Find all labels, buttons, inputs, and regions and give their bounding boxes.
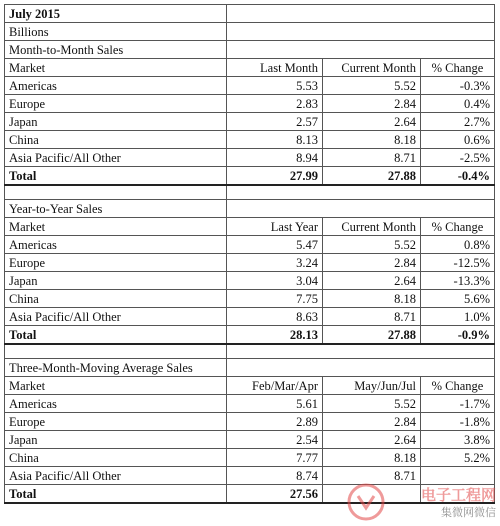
value-cell: 2.84 <box>323 95 421 113</box>
section-title: Month-to-Month Sales <box>5 41 227 59</box>
total-value: 28.13 <box>227 326 323 345</box>
value-cell: 8.71 <box>323 308 421 326</box>
value-cell: 8.94 <box>227 149 323 167</box>
market-cell: Japan <box>5 113 227 131</box>
section-title: Three-Month-Moving Average Sales <box>5 359 227 377</box>
table-row <box>5 395 495 413</box>
market-cell: Asia Pacific/All Other <box>5 467 227 485</box>
value-cell: -0.3% <box>421 77 495 95</box>
table-row <box>5 236 495 254</box>
table-row <box>5 272 495 290</box>
market-cell: Japan <box>5 431 227 449</box>
total-label: Total <box>5 326 227 345</box>
spacer-row <box>5 344 495 359</box>
value-cell: 5.61 <box>227 395 323 413</box>
column-header: Last Month <box>227 59 323 77</box>
market-cell: Americas <box>5 395 227 413</box>
value-cell: 2.64 <box>323 431 421 449</box>
total-row <box>5 326 495 345</box>
unit-label: Billions <box>5 23 227 41</box>
value-cell: 8.63 <box>227 308 323 326</box>
value-cell: 8.74 <box>227 467 323 485</box>
section-title: Year-to-Year Sales <box>5 200 227 218</box>
value-cell: 2.84 <box>323 413 421 431</box>
value-cell: 8.71 <box>323 467 421 485</box>
table-row <box>5 95 495 113</box>
column-header: May/Jun/Jul <box>323 377 421 395</box>
table-row <box>5 149 495 167</box>
market-cell: Japan <box>5 272 227 290</box>
total-value: -0.4% <box>421 167 495 186</box>
value-cell: 2.54 <box>227 431 323 449</box>
value-cell: 5.52 <box>323 236 421 254</box>
column-header: % Change <box>421 59 495 77</box>
column-header-row <box>5 59 495 77</box>
column-header: Current Month <box>323 218 421 236</box>
total-value: 27.99 <box>227 167 323 186</box>
market-cell: Europe <box>5 95 227 113</box>
watermark-text-2: 集微网微信 <box>441 507 496 519</box>
table-row <box>5 113 495 131</box>
title-row <box>5 5 495 23</box>
column-header: Market <box>5 59 227 77</box>
value-cell: 5.52 <box>323 77 421 95</box>
value-cell: 7.77 <box>227 449 323 467</box>
value-cell: 3.8% <box>421 431 495 449</box>
value-cell: 5.6% <box>421 290 495 308</box>
value-cell: 0.8% <box>421 236 495 254</box>
total-value: 27.56 <box>227 485 323 504</box>
total-label: Total <box>5 167 227 186</box>
value-cell: 7.75 <box>227 290 323 308</box>
value-cell: 8.18 <box>323 131 421 149</box>
market-cell: Europe <box>5 413 227 431</box>
table-row <box>5 413 495 431</box>
value-cell: 5.2% <box>421 449 495 467</box>
value-cell: -1.7% <box>421 395 495 413</box>
value-cell: 8.18 <box>323 290 421 308</box>
value-cell: 2.64 <box>323 113 421 131</box>
value-cell: 2.83 <box>227 95 323 113</box>
watermark-logo-icon <box>346 482 386 522</box>
value-cell: 2.57 <box>227 113 323 131</box>
value-cell: -2.5% <box>421 149 495 167</box>
section-title-row <box>5 41 495 59</box>
table-row <box>5 449 495 467</box>
sales-table <box>4 4 495 504</box>
column-header: Current Month <box>323 59 421 77</box>
market-cell: Americas <box>5 77 227 95</box>
column-header: Feb/Mar/Apr <box>227 377 323 395</box>
table-row <box>5 308 495 326</box>
column-header: % Change <box>421 218 495 236</box>
column-header-row <box>5 377 495 395</box>
spacer-row <box>5 185 495 200</box>
value-cell: 0.6% <box>421 131 495 149</box>
section-title-row <box>5 359 495 377</box>
value-cell: -13.3% <box>421 272 495 290</box>
value-cell: -1.8% <box>421 413 495 431</box>
total-value: -0.9% <box>421 326 495 345</box>
section-title-row <box>5 200 495 218</box>
value-cell: 8.71 <box>323 149 421 167</box>
value-cell: 3.04 <box>227 272 323 290</box>
column-header: Last Year <box>227 218 323 236</box>
market-cell: China <box>5 131 227 149</box>
value-cell: 2.7% <box>421 113 495 131</box>
value-cell: 5.47 <box>227 236 323 254</box>
market-cell: Europe <box>5 254 227 272</box>
market-cell: Americas <box>5 236 227 254</box>
total-row <box>5 167 495 186</box>
watermark-text-1: 电子工程网 <box>420 488 496 504</box>
value-cell: -12.5% <box>421 254 495 272</box>
total-value: 27.88 <box>323 167 421 186</box>
column-header: Market <box>5 218 227 236</box>
watermark <box>346 482 496 522</box>
value-cell: 3.24 <box>227 254 323 272</box>
table-row <box>5 290 495 308</box>
total-value: 27.88 <box>323 326 421 345</box>
column-header: % Change <box>421 377 495 395</box>
value-cell: 2.64 <box>323 272 421 290</box>
column-header: Market <box>5 377 227 395</box>
market-cell: China <box>5 290 227 308</box>
report-title: July 2015 <box>5 5 227 23</box>
table-row <box>5 431 495 449</box>
table-row <box>5 254 495 272</box>
market-cell: Asia Pacific/All Other <box>5 308 227 326</box>
value-cell: 0.4% <box>421 95 495 113</box>
value-cell: 8.13 <box>227 131 323 149</box>
value-cell: 5.52 <box>323 395 421 413</box>
unit-row <box>5 23 495 41</box>
value-cell: 2.84 <box>323 254 421 272</box>
market-cell: China <box>5 449 227 467</box>
value-cell: 5.53 <box>227 77 323 95</box>
value-cell: 1.0% <box>421 308 495 326</box>
table-row <box>5 131 495 149</box>
value-cell: 8.18 <box>323 449 421 467</box>
total-label: Total <box>5 485 227 504</box>
value-cell: 2.89 <box>227 413 323 431</box>
market-cell: Asia Pacific/All Other <box>5 149 227 167</box>
column-header-row <box>5 218 495 236</box>
table-row <box>5 77 495 95</box>
